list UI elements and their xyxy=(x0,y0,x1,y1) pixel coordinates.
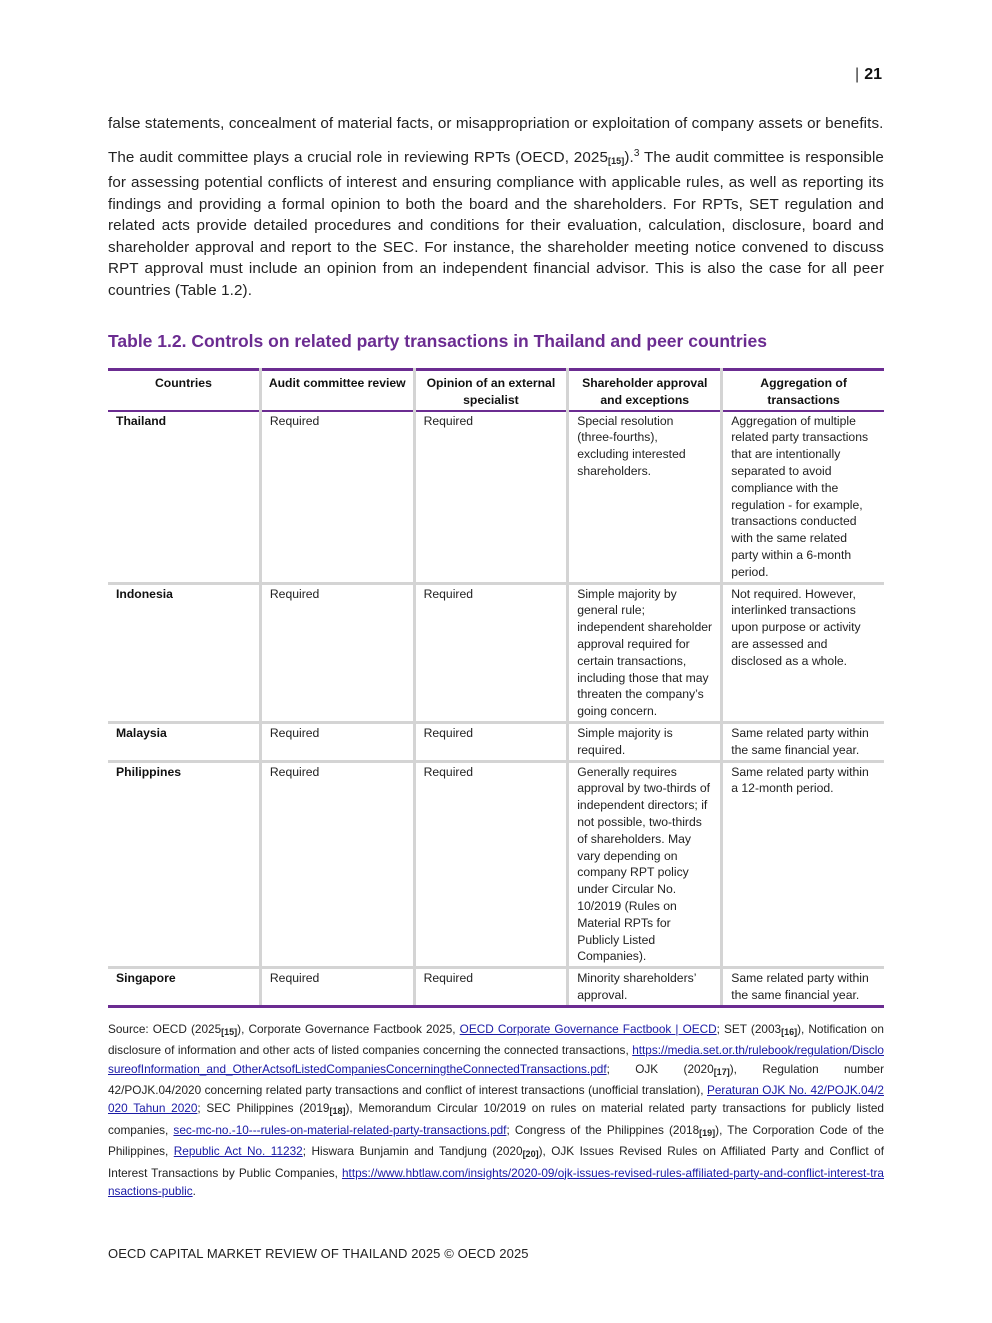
paragraph-audit-committee xyxy=(108,143,884,302)
cell-aggregation: Not required. However, interlinked transactions upon purpose or activity are assessed and disclosed as a whole. xyxy=(722,583,884,722)
citation-ref[interactable]: [18] xyxy=(329,1106,346,1117)
cell-country: Malaysia xyxy=(108,722,260,761)
cell-opinion: Required xyxy=(414,722,568,761)
cell-shareholder: Simple majority is required. xyxy=(568,722,722,761)
rpt-controls-table xyxy=(108,368,884,1008)
source-text: ; SEC Philippines (2019 xyxy=(197,1101,330,1116)
citation-ref[interactable]: [15] xyxy=(221,1026,238,1037)
link-republic-act[interactable]: Republic Act No. 11232 xyxy=(173,1144,303,1159)
cell-country: Singapore xyxy=(108,968,260,1007)
column-header-audit-committee: Audit committee review xyxy=(260,370,414,411)
table-row xyxy=(108,722,884,761)
link-peraturan-ojk[interactable]: Peraturan OJK No. 42/POJK.04/2020 Tahun 2020 xyxy=(108,1082,884,1116)
paragraph-continuation: false statements, concealment of material facts, or misappropriation or exploitation of company assets or benefits. xyxy=(108,115,884,132)
column-header-external-opinion: Opinion of an external specialist xyxy=(414,370,568,411)
source-text: ), Regulation number 42/POJK.04/2020 concerning related party transactions and conflict of interest transactions (unofficial translation), xyxy=(108,1061,884,1097)
cell-audit: Required xyxy=(260,411,414,583)
cell-aggregation: Same related party within the same financial year. xyxy=(722,722,884,761)
page-number-separator: | xyxy=(855,66,860,83)
source-text: . xyxy=(192,1183,196,1198)
citation-ref[interactable]: [16] xyxy=(781,1026,798,1037)
source-text: ; OJK (2020 xyxy=(606,1061,714,1076)
column-header-countries: Countries xyxy=(154,376,212,390)
source-text: ), The Corporation Code of the Philippines, xyxy=(108,1122,884,1159)
page-number xyxy=(855,66,882,84)
cell-audit: Required xyxy=(260,583,414,722)
cell-audit: Required xyxy=(260,722,414,761)
table-source-note xyxy=(108,1020,884,1201)
citation-ref[interactable]: [20] xyxy=(522,1149,539,1160)
cell-shareholder: Minority shareholders’ approval. xyxy=(568,968,722,1007)
column-header-aggregation: Aggregation of transactions xyxy=(722,370,884,411)
paragraph-text: The audit committee plays a crucial role in reviewing RPTs (OECD, 2025 xyxy=(108,148,608,166)
citation-ref[interactable]: [15] xyxy=(607,155,625,166)
table-header-row xyxy=(108,370,884,411)
table-row xyxy=(108,411,884,583)
cell-country: Philippines xyxy=(108,761,260,968)
source-text: Source: OECD (2025 xyxy=(108,1021,222,1036)
link-sec-mc[interactable]: sec-mc-no.-10---rules-on-material-related-party-transactions.pdf xyxy=(173,1122,507,1137)
citation-ref[interactable]: [17] xyxy=(713,1066,730,1077)
source-text: ; Hiswara Bunjamin and Tandjung (2020 xyxy=(302,1144,523,1159)
source-text: ; Congress of the Philippines (2018 xyxy=(506,1122,700,1137)
cell-aggregation: Aggregation of multiple related party transactions that are intentionally separated to avoid compliance with the regulation - for example, transactions conducted with the same related party within a 6-month period. xyxy=(722,411,884,583)
page-number-value: 21 xyxy=(864,66,882,83)
cell-shareholder: Special resolution (three-fourths), excluding interested shareholders. xyxy=(568,411,722,583)
cell-audit: Required xyxy=(260,761,414,968)
cell-opinion: Required xyxy=(414,761,568,968)
link-set-rulebook[interactable]: https://media.set.or.th/rulebook/regulation/DisclosureofInformation_and_OtherActsofListedCompaniesConcerningtheConnectedTransactions.pdf xyxy=(108,1043,884,1076)
source-text: ), Corporate Governance Factbook 2025, xyxy=(237,1021,460,1036)
table-row xyxy=(108,761,884,968)
cell-aggregation: Same related party within the same financial year. xyxy=(722,968,884,1007)
cell-aggregation: Same related party within a 12-month period. xyxy=(722,761,884,968)
cell-shareholder: Simple majority by general rule; independent shareholder approval required for certain transactions, including those that may threaten the company’s going concern. xyxy=(568,583,722,722)
page-content xyxy=(108,113,884,1200)
citation-ref[interactable]: [19] xyxy=(699,1127,716,1138)
page-footer: OECD CAPITAL MARKET REVIEW OF THAILAND 2025 © OECD 2025 xyxy=(108,1246,529,1261)
source-text: ), Memorandum Circular 10/2019 on rules on material related party transactions for publicly listed companies, xyxy=(108,1101,884,1137)
cell-opinion: Required xyxy=(414,583,568,722)
cell-shareholder: Generally requires approval by two-thirds of independent directors; if not possible, two-thirds of shareholders. May vary depending on company RPT policy under Circular No. 10/2019 (Rules on Material RPTs for Publicly Listed Companies). xyxy=(568,761,722,968)
paragraph-text: ). xyxy=(624,148,634,166)
table-row xyxy=(108,968,884,1007)
cell-country: Thailand xyxy=(108,411,260,583)
link-hbtlaw[interactable]: https://www.hbtlaw.com/insights/2020-09/ojk-issues-revised-rules-affiliated-party-and-conflict-interest-transactions-public xyxy=(108,1165,884,1198)
link-oecd-factbook[interactable]: OECD Corporate Governance Factbook | OECD xyxy=(459,1021,717,1036)
source-text: ; SET (2003 xyxy=(716,1021,782,1036)
cell-opinion: Required xyxy=(414,968,568,1007)
column-header-shareholder-approval: Shareholder approval and exceptions xyxy=(568,370,722,411)
table-title: Table 1.2. Controls on related party transactions in Thailand and peer countries xyxy=(108,331,767,351)
table-row xyxy=(108,583,884,722)
source-text: ), Notification on disclosure of information and other acts of listed companies concerning the connected transactions, xyxy=(108,1021,884,1058)
cell-opinion: Required xyxy=(414,411,568,583)
cell-audit: Required xyxy=(260,968,414,1007)
footnote-marker[interactable]: 3 xyxy=(633,147,640,159)
paragraph-text: The audit committee is responsible for assessing potential conflicts of interest and ensuring compliance with applicable rules, as well as reporting its findings and providing a formal opinion to both the board and the shareholders. For RPTs, SET regulation and related acts provide detailed procedures and conditions for their evaluation, calculation, disclosure, board and shareholder approval and report to the SEC. For instance, the shareholder meeting notice convened to discuss RPT approval must include an opinion from an independent financial advisor. This is also the case for all peer countries (Table 1.2). xyxy=(108,148,884,299)
cell-country: Indonesia xyxy=(108,583,260,722)
source-text: ), OJK Issues Revised Rules on Affiliated Party and Conflict of Interest Transactions by Public Companies, xyxy=(108,1144,884,1180)
